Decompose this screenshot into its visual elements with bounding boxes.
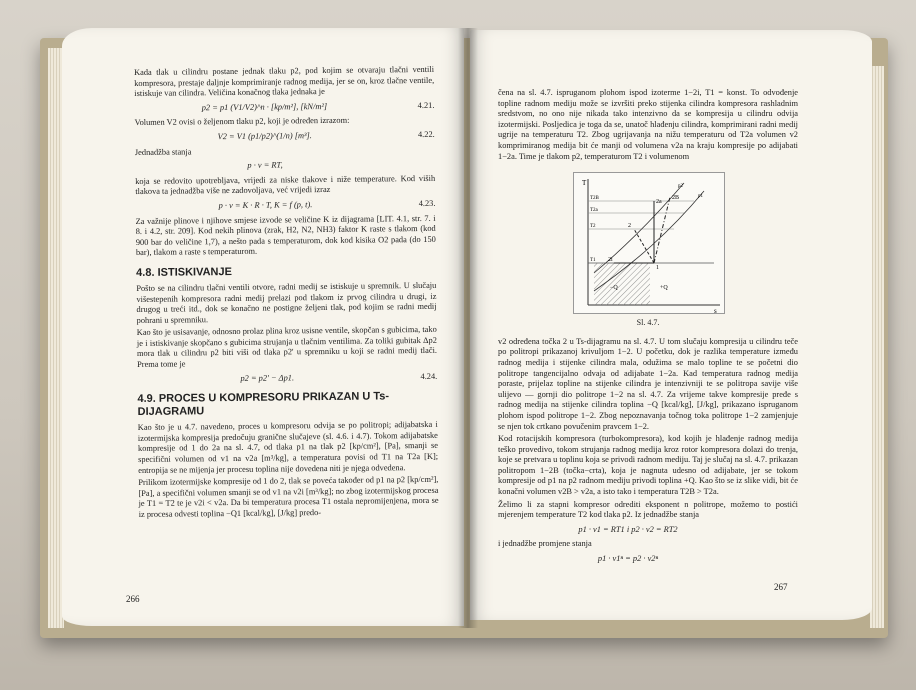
paragraph: koja se redovito upotrebljava, vrijedi za niske tlakove i niže temperature. Kod viših tlakova ta jednadžba više ne zadovoljava, već vrijedi izraz (135, 173, 436, 197)
paragraph: Kod rotacijskih kompresora (turbokompresora), kod kojih je hlađenje radnog medija teško provedivo, tokom strujanja radnog medija kroz rotor kompresora dolazi do trenja, koje se pretvara u toplinu koja se privodi radnom mediju. Taj je slučaj na sl. 4.7. prikazan politropom 1−2B (točka−crta), koja je nagnuta udesno od adijabate, jer se tokom kompresije od p1 na p2 radnom mediju privodi toplina +Q. Kao što se iz slike vidi, bit će konačni volumen v2B > v2a, a isto tako i temperatura T2B > T2a. (498, 434, 798, 497)
paragraph: Kao što je u 4.7. navedeno, proces u kompresoru odvija se po politropi; adijabatska i izotermijska kompresija predočuju granične slučajeve (sl. 4.6. i 4.7). Tokom adijabatske kompresije od 1 do 2a na sl. 4.7, od tlaka p1 na tlak p2 [kp/cm²], [Pa], smanji se specifični volumen od v1 na v2a [m³/kg], a temperatura povisi od T1 na T2a [K]; entropija se ne mijenja jer procesu toplina nije dovedena niti je njega odvedena. (137, 420, 439, 475)
paragraph: Prilikom izotermijske kompresije od 1 do 2, tlak se poveća također od p1 na p2 [kp/cm²], [Pa], a specifični volumen smanji se od v1 na v2i [m³/kg]; no zbog izotermijskog procesa je T1 = T2 te je v2i < v2a. Da bi temperatura procesa T1 ostala nepromijenjena, mora se iz procesa odvesti toplina −Q1 [kcal/kg], [J/kg] predo- (138, 475, 439, 519)
right-text-column (498, 88, 798, 569)
diagram-label: 1 (656, 265, 659, 272)
ts-diagram-figure (573, 172, 725, 314)
paragraph: Pošto se na cilindru tlačni ventili otvore, radni medij se istiskuje u spremnik. U slučaju višestepenih kompresora radni medij prelazi pod tlakom iz prvog cilindra u drugi, iz drugog u treći itd., dok se konačno ne postigne željeni tlak, pod kojim se radni medij pohrani u spremniku. (136, 280, 437, 325)
paragraph: v2 određena točka 2 u Ts-dijagramu na sl. 4.7. U tom slučaju kompresija u cilindru teče po politropi prikazanoj krivuljom 1−2. U početku, dok je razlika temperature između radnog medija i stijenke cilindra mala, odužima se malo topline te se početni dio politrope tangencijalno odvaja od adijabate 1−2a. Kad temperatura radnog medija poraste, prijelaz topline na stijenke cilindra je intenzivniji te se politropa savije više ulijevo — gornji dio politrope 1−2 na sl. 4.7. Za vrijeme takve kompresije pređe s radnog medija na stijenke cilindra toplina −Q [kcal/kg], [J/kg], prikazano ispruganom plohom ispod politrope 1−2. Zbog nepoznavanja točnog toka politrope 1−2 zamjenjuje se njen tok crtkano povučenim pravcem 1−2. (498, 336, 798, 431)
paragraph: Za važnije plinove i njihove smjese izvode se veličine K iz dijagrama [LIT. 4.1, str. 7. i 8. i 4.2, str. 209]. Kod nekih plinova (zrak, H2, N2, NH3) faktor K raste s tlakom (kod 900 bar do veličine 1,7), a nešto pada s temperaturom, dok kod kisika O2 pada (do 150 bar), tlakom a raste s temperaturom. (135, 213, 436, 258)
equation (135, 159, 435, 173)
equation (135, 199, 435, 213)
paragraph: Kao što je usisavanje, odnosno prolaz plina kroz usisne ventile, skopčan s gubicima, tako je i istiskivanje skopčano s gubicima strujanja u tlačnim ventilima. Za toliki gubitak Δp2 mora tlak u cilindru p2 biti viši od tlaka p2' u spremniku u koji se radni medij tlači. Prema tome je (136, 325, 438, 370)
equation (498, 525, 798, 536)
equation-formula: p · v = RT, (247, 160, 283, 170)
paragraph: i jednadžbe promjene stanja (498, 539, 592, 549)
diagram-label: p1 (698, 194, 703, 200)
diagram-label: 2 (628, 223, 631, 230)
equation-number: 4.24. (420, 371, 438, 381)
ts-diagram (574, 173, 724, 313)
equation (498, 554, 798, 565)
diagram-label: +Q (660, 285, 668, 292)
section-heading: 4.8. ISTISKIVANJE (136, 265, 232, 279)
diagram-label: 2i (608, 257, 613, 264)
equation-formula: p2 = p2' − Δp1. (240, 372, 295, 383)
section-heading: 4.9. PROCES U KOMPRESORU PRIKAZAN U Ts-DIJAGRAMU (137, 390, 390, 419)
diagram-label: T2B (590, 196, 599, 202)
paragraph: čena na sl. 4.7. ispruganom plohom ispod izoterme 1−2i, T1 = konst. To odvođenje topline radnom mediju može se izvršiti preko stijenka cilindra kompresora rashladnim sredstvom, no ono nije nikada tako intenzivno da se kompresija u cilindru odvija izotermijski. Posljedica je toga da se, unatoč hlađenju cilindra, komprimirani radni medij ugrije na temperaturu T2. Zbog ugrijavanja na nižu temperaturu od T2a volumen v2 komprimiranog medija bit će manji od volumena v2a na kraju kompresije po adijabati 1−2a. Time je tlakom p2, temperaturom T2 i volumenom (498, 88, 798, 161)
equation (135, 130, 435, 144)
equation (137, 371, 437, 385)
diagram-label: 2B (672, 195, 680, 202)
equation-formula: p1 · v1 = RT1 i p2 · v2 = RT2 (578, 524, 678, 534)
equation (134, 101, 434, 115)
equation-formula: V2 = V1 (p1/p2)^(1/n) [m³]. (217, 131, 312, 142)
page-number: 266 (126, 594, 140, 604)
equation-formula: p1 · v1ⁿ = p2 · v2ⁿ (597, 554, 659, 564)
right-page-edges (870, 66, 884, 628)
diagram-label: T1 (590, 258, 596, 264)
diagram-label: T2 (590, 224, 596, 230)
equation-formula: p · v = K · R · T, K = f (p, t). (218, 200, 313, 211)
paragraph: Želimo li za stapni kompresor odrediti eksponent n politrope, možemo to postići mjerenjem temperature T2 kod tlaka p2. Iz jednadžbe stanja (498, 499, 798, 520)
paragraph: Kada tlak u cilindru postane jednak tlaku p2, pod kojim se otvaraju tlačni ventili kompresora, prestaje daljnje komprimiranje radnog medija, jer se on, kroz tlačne ventile, istiskuje van cilindra. Veličina konačnog tlaka jednaka je (134, 64, 435, 99)
figure-caption: Sl. 4.7. (636, 318, 660, 328)
y-axis-label: T (582, 179, 587, 188)
right-page (470, 30, 872, 620)
equation-number: 4.22. (417, 129, 435, 139)
left-text-column (134, 65, 439, 523)
page-number: 267 (774, 582, 788, 592)
paragraph: Jednadžba stanja (134, 146, 192, 157)
diagram-label: −Q (610, 285, 618, 292)
equation-number (758, 554, 798, 565)
equation-number: 4.23. (418, 198, 436, 208)
hatched-heat-area (594, 263, 650, 305)
diagram-label: T2a (590, 208, 598, 214)
equation-formula: p2 = p1 (V1/V2)^n · [kp/m²], [kN/m²] (201, 101, 328, 113)
equation-number: 4.21. (417, 100, 435, 110)
equation-number (395, 159, 435, 170)
book-gutter (458, 28, 478, 628)
left-page (62, 28, 464, 626)
x-axis-label: s (714, 307, 717, 314)
diagram-label: 2a (656, 199, 662, 206)
equation-number (758, 525, 798, 536)
diagram-label: p2 (678, 184, 683, 190)
paragraph: Volumen V2 ovisi o željenom tlaku p2, koji je određen izrazom: (134, 116, 350, 128)
